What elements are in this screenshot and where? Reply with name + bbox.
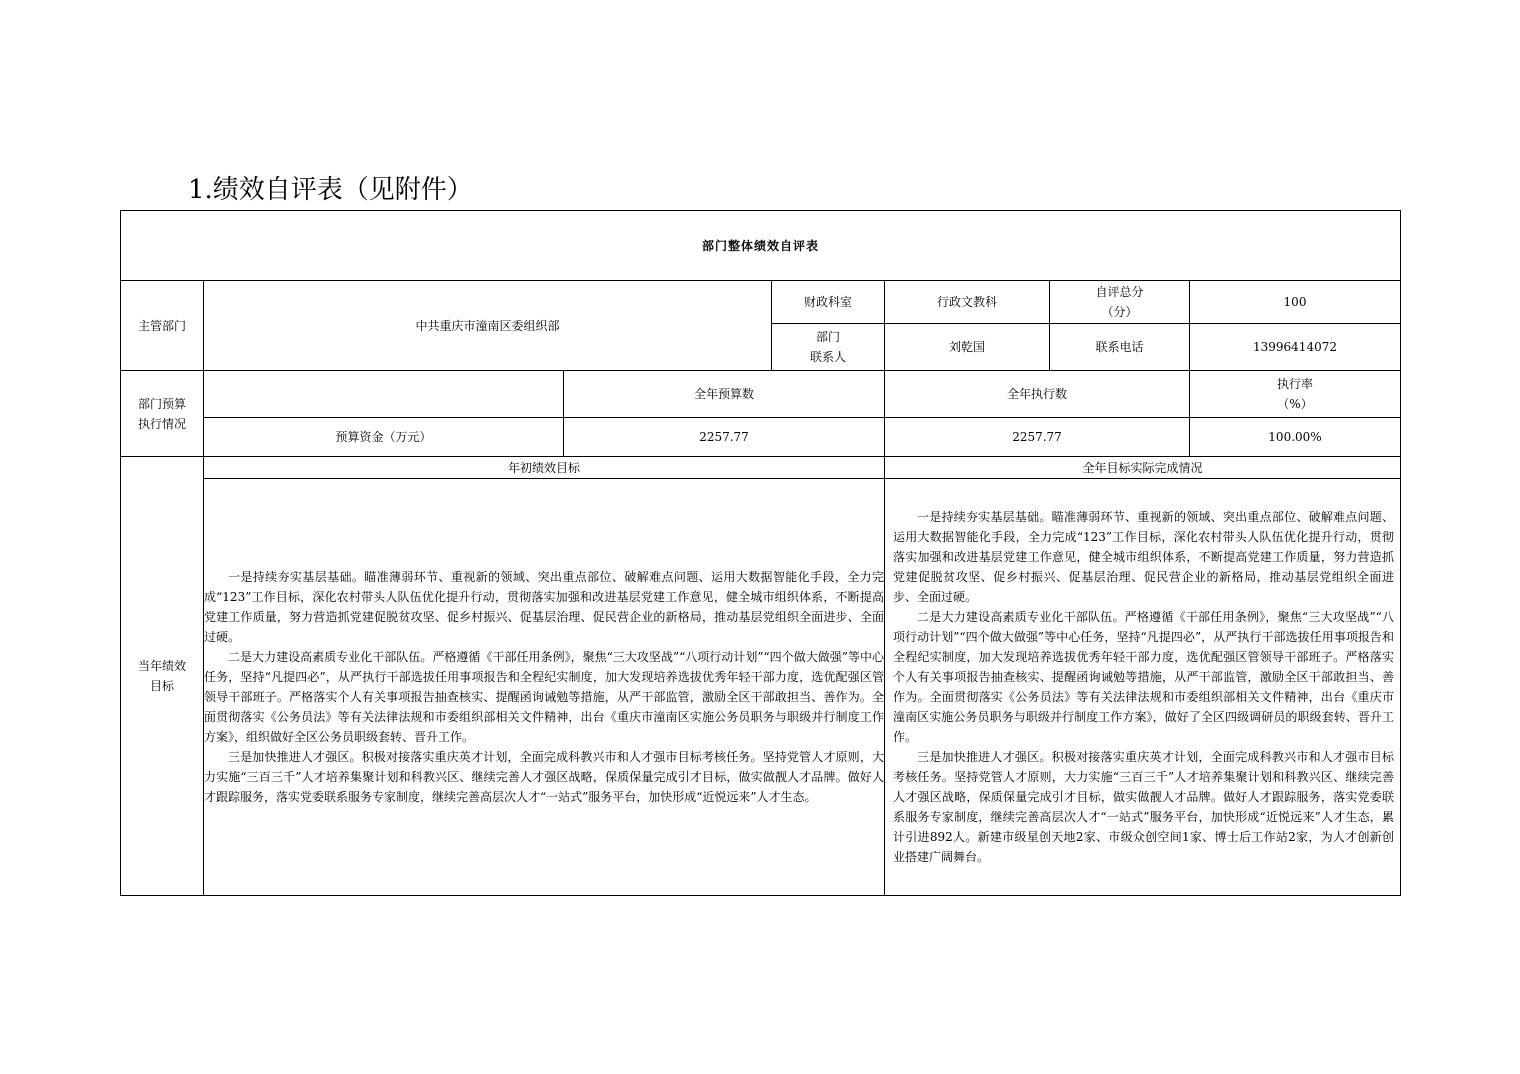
annual-budget-header: 全年预算数 (564, 371, 885, 418)
score-value: 100 (1190, 281, 1401, 324)
exec-rate-header (1190, 371, 1401, 418)
budget-section-label (121, 371, 204, 457)
contact-label-line1: 部门 (815, 330, 840, 344)
score-label (1050, 281, 1190, 324)
initial-goal-paragraph: 一是持续夯实基层基础。瞄准薄弱环节、重视新的领域、突出重点部位、破解难点问题、运用大数据智能化手段，全力完成“123”工作目标，深化农村带头人队伍优化提升行动，贯彻落实加强和改进基层党建工作意见，健全城市组织体系，不断提高党建工作质量，努力营造抓党建促脱贫攻坚、促乡村振兴、促基层治理、促民营企业的新格局，推动基层党组织全面进步、全面过硬。 (204, 570, 884, 644)
phone-label: 联系电话 (1050, 324, 1190, 371)
performance-evaluation-table (120, 210, 1401, 896)
goals-label-line1: 当年绩效 (137, 659, 186, 673)
goals-label (121, 457, 204, 896)
budget-section-label-line2: 执行情况 (137, 416, 186, 431)
score-label-line2: （分） (1101, 305, 1138, 319)
exec-funds-value: 2257.77 (885, 418, 1190, 457)
exec-rate-value: 100.00% (1190, 418, 1401, 457)
initial-goals-text (204, 479, 885, 896)
budget-funds-value: 2257.77 (564, 418, 885, 457)
annual-exec-header: 全年执行数 (885, 371, 1190, 418)
actual-completion-header: 全年目标实际完成情况 (885, 457, 1401, 479)
budget-empty-cell (204, 371, 564, 418)
actual-completion-text (885, 479, 1401, 896)
phone-value: 13996414072 (1190, 324, 1401, 371)
dept-value: 中共重庆市潼南区委组织部 (204, 281, 772, 371)
completion-paragraph: 二是大力建设高素质专业化干部队伍。严格遵循《干部任用条例》，聚焦“三大攻坚战”“八项行动计划”“四个做大做强”等中心任务，坚持“凡提四必”，从严执行干部选拔任用事项报告和全程纪实制度，加大发现培养选拔优秀年轻干部力度，选优配强区管领导干部班子。严格落实个人有关事项报告抽查核实、提醒函询诫勉等措施，从严干部监管，激励全区干部敢担当、善作为。全面贯彻落实《公务员法》等有关法律法规和市委组织部相关文件精神，出台《重庆市潼南区实施公务员职务与职级并行制度工作方案》，做好了全区四级调研员的职级套转、晋升工作。 (893, 610, 1394, 744)
contact-label-line2: 联系人 (809, 350, 846, 364)
goals-label-line2: 目标 (149, 679, 174, 693)
completion-paragraph: 三是加快推进人才强区。积极对接落实重庆英才计划，全面完成科教兴市和人才强市目标考核任务。坚持党管人才原则，大力实施“三百三千”人才培养集聚计划和科教兴区、继续完善人才强区战略，保质保量完成引才目标，做实做靓人才品牌。做好人才跟踪服务，落实党委联系服务专家制度，继续完善高层次人才“一站式”服务平台，加快形成“近悦远来”人才生态，累计引进892人。新建市级星创天地2家、市级众创空间1家、博士后工作站2家，为人才创新创业搭建广阔舞台。 (893, 750, 1394, 864)
exec-rate-header-line1: 执行率 (1276, 377, 1313, 391)
contact-value: 刘乾国 (885, 324, 1050, 371)
budget-funds-label: 预算资金（万元） (204, 418, 564, 457)
initial-goal-paragraph: 二是大力建设高素质专业化干部队伍。严格遵循《干部任用条例》，聚焦“三大攻坚战”“八项行动计划”“四个做大做强”等中心任务，坚持“凡提四必”，从严执行干部选拔任用事项报告和全程纪实制度，加大发现培养选拔优秀年轻干部力度，选优配强区管领导干部班子。严格落实个人有关事项报告抽查核实、提醒函询诫勉等措施，从严干部监管，激励全区干部敢担当、善作为。全面贯彻落实《公务员法》等有关法律法规和市委组织部相关文件精神，出台《重庆市潼南区实施公务员职务与职级并行制度工作方案》，组织做好全区公务员职级套转、晋升工作。 (204, 650, 884, 744)
exec-rate-header-line2: （%） (1277, 397, 1313, 411)
dept-label: 主管部门 (121, 281, 204, 371)
finance-section-label: 财政科室 (772, 281, 885, 324)
finance-section-value: 行政文教科 (885, 281, 1050, 324)
budget-section-label-line1: 部门预算 (137, 396, 186, 411)
score-label-line1: 自评总分 (1095, 285, 1144, 299)
initial-goals-header: 年初绩效目标 (204, 457, 885, 479)
initial-goal-paragraph: 三是加快推进人才强区。积极对接落实重庆英才计划，全面完成科教兴市和人才强市目标考核任务。坚持党管人才原则，大力实施“三百三千”人才培养集聚计划和科教兴区、继续完善人才强区战略，保质保量完成引才目标，做实做靓人才品牌。做好人才跟踪服务，落实党委联系服务专家制度，继续完善高层次人才“一站式”服务平台，加快形成“近悦远来”人才生态。 (204, 750, 884, 804)
completion-paragraph: 一是持续夯实基层基础。瞄准薄弱环节、重视新的领域、突出重点部位、破解难点问题、运用大数据智能化手段，全力完成“123”工作目标，深化农村带头人队伍优化提升行动，贯彻落实加强和改进基层党建工作意见，健全城市组织体系，不断提高党建工作质量，努力营造抓党建促脱贫攻坚、促乡村振兴、促基层治理、促民营企业的新格局，推动基层党组织全面进步、全面过硬。 (893, 510, 1394, 604)
table-title: 部门整体绩效自评表 (121, 211, 1401, 281)
contact-label (772, 324, 885, 371)
section-heading: 1.绩效自评表（见附件） (188, 175, 473, 205)
